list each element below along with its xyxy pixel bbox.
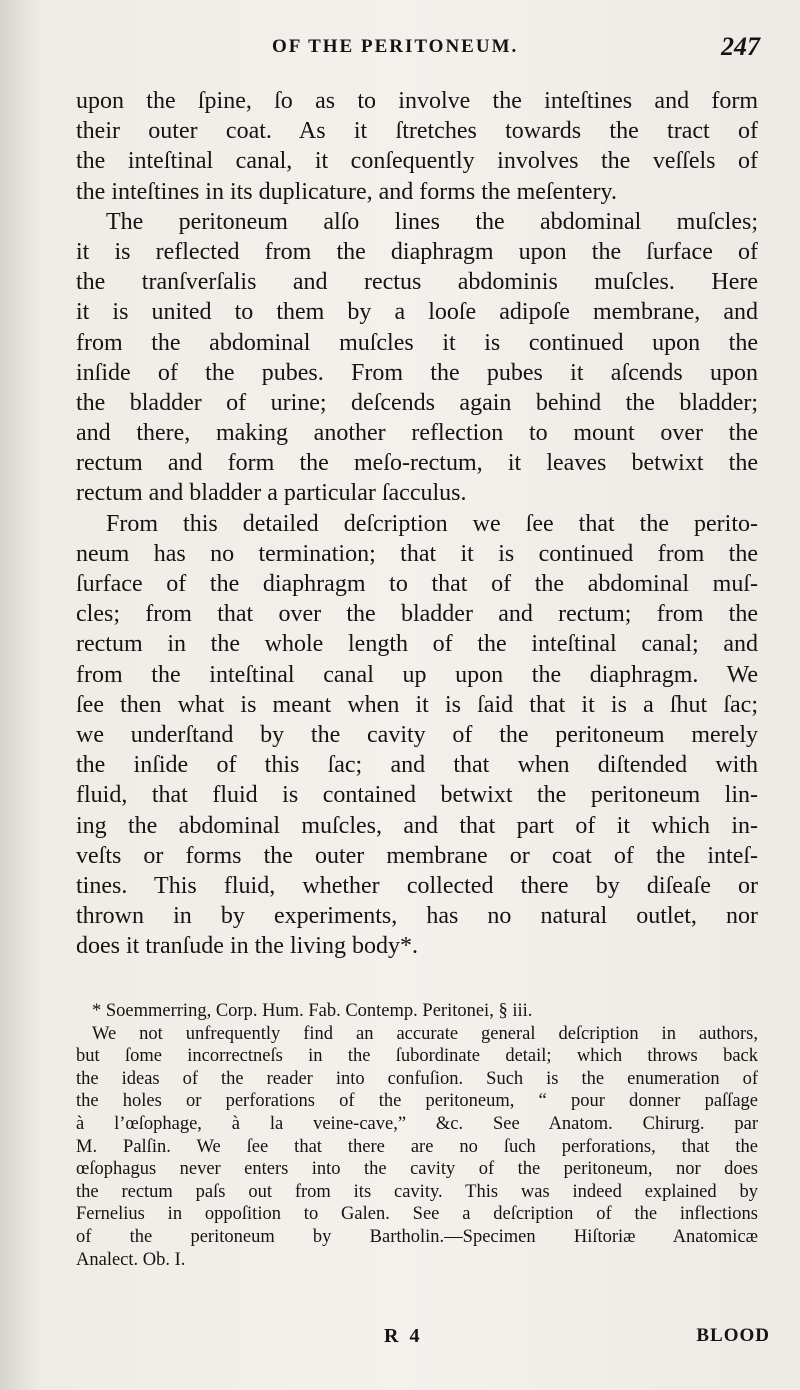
footnote-line: M. Palſin. We ſee that there are no ſuch perforations, that the	[76, 1136, 758, 1157]
footnote-line: Fernelius in oppoſition to Galen. See a deſcription of the inflections	[76, 1204, 758, 1225]
text-line: does it tranſude in the living body*.	[76, 933, 418, 960]
text-line: neum has no termination; that it is continued from the	[76, 540, 758, 567]
footnote-line: * Soemmerring, Corp. Hum. Fab. Contemp. Peritonei, § iii.	[92, 1001, 533, 1021]
text-line: from the abdominal muſcles it is continued upon the	[76, 329, 758, 356]
text-line: ſee then what is meant when it is ſaid that it is a ſhut ſac;	[76, 691, 758, 718]
text-line: veſts or forms the outer membrane or coat of the inteſ-	[76, 842, 758, 869]
footnote-line: Analect. Ob. I.	[76, 1249, 186, 1270]
footnote-line: We not unfrequently find an accurate general deſcription in authors,	[92, 1023, 758, 1044]
text-line: the tranſverſalis and rectus abdominis muſcles. Here	[76, 269, 758, 296]
footnote-line: the holes or perforations of the peritoneum, “ pour donner paſſage	[76, 1091, 758, 1112]
footnotes	[76, 1000, 758, 1271]
footnote-line: the rectum paſs out from its cavity. This was indeed explained by	[76, 1181, 758, 1202]
text-line: fluid, that fluid is contained betwixt the peritoneum lin-	[76, 782, 758, 809]
text-line: ing the abdominal muſcles, and that part of it which in-	[76, 812, 758, 839]
text-line: the bladder of urine; deſcends again behind the bladder;	[76, 389, 758, 416]
running-head: OF THE PERITONEUM.	[272, 36, 519, 57]
footnote-line: of the peritoneum by Bartholin.—Specimen Hiſtoriæ Anatomicæ	[76, 1226, 758, 1247]
text-line: and there, making another reflection to mount over the	[76, 420, 758, 447]
text-line: it is united to them by a looſe adipoſe membrane, and	[76, 299, 758, 326]
footnote-line: the ideas of the reader into confuſion. Such is the enumeration of	[76, 1068, 758, 1089]
text-line: the inſide of this ſac; and that when diſtended with	[76, 752, 758, 779]
signature-mark: R 4	[384, 1325, 423, 1347]
text-line: upon the ſpine, ſo as to involve the inteſtines and form	[76, 88, 758, 114]
catchword: BLOOD	[696, 1325, 770, 1346]
body-text	[76, 86, 758, 961]
text-line: the inteſtines in its duplicature, and forms the meſentery.	[76, 178, 617, 205]
text-line: ſurface of the diaphragm to that of the abdominal muſ-	[76, 571, 758, 597]
text-line: cles; from that over the bladder and rectum; from the	[76, 601, 758, 628]
footnote-line: but ſome incorrectneſs in the ſubordinate detail; which throws back	[76, 1046, 758, 1067]
text-line: from the inteſtinal canal up upon the diaphragm. We	[76, 661, 758, 688]
footnote-line: à l’œſophage, à la veine-cave,” &c. See Anatom. Chirurg. par	[76, 1113, 758, 1134]
text-line: rectum in the whole length of the inteſtinal canal; and	[76, 631, 758, 658]
text-line: rectum and bladder a particular ſacculus.	[76, 480, 467, 507]
text-line: inſide of the pubes. From the pubes it aſcends upon	[76, 359, 758, 386]
page-footer	[0, 1325, 800, 1365]
text-line: the inteſtinal canal, it conſequently involves the veſſels of	[76, 148, 758, 175]
text-line: From this detailed deſcription we ſee that the perito-	[106, 510, 758, 537]
text-line: we underſtand by the cavity of the peritoneum merely	[76, 721, 758, 748]
text-line: tines. This fluid, whether collected there by diſeaſe or	[76, 872, 758, 899]
text-line: thrown in by experiments, has no natural outlet, nor	[76, 903, 758, 930]
text-line: it is reflected from the diaphragm upon the ſurface of	[76, 238, 758, 265]
text-line: The peritoneum alſo lines the abdominal muſcles;	[106, 208, 758, 235]
text-line: rectum and form the meſo-rectum, it leaves betwixt the	[76, 450, 758, 477]
text-line: their outer coat. As it ſtretches towards the tract of	[76, 118, 758, 145]
page-number: 247	[721, 32, 760, 61]
footnote-line: œſophagus never enters into the cavity of the peritoneum, nor does	[76, 1159, 758, 1180]
page-header	[0, 28, 800, 68]
